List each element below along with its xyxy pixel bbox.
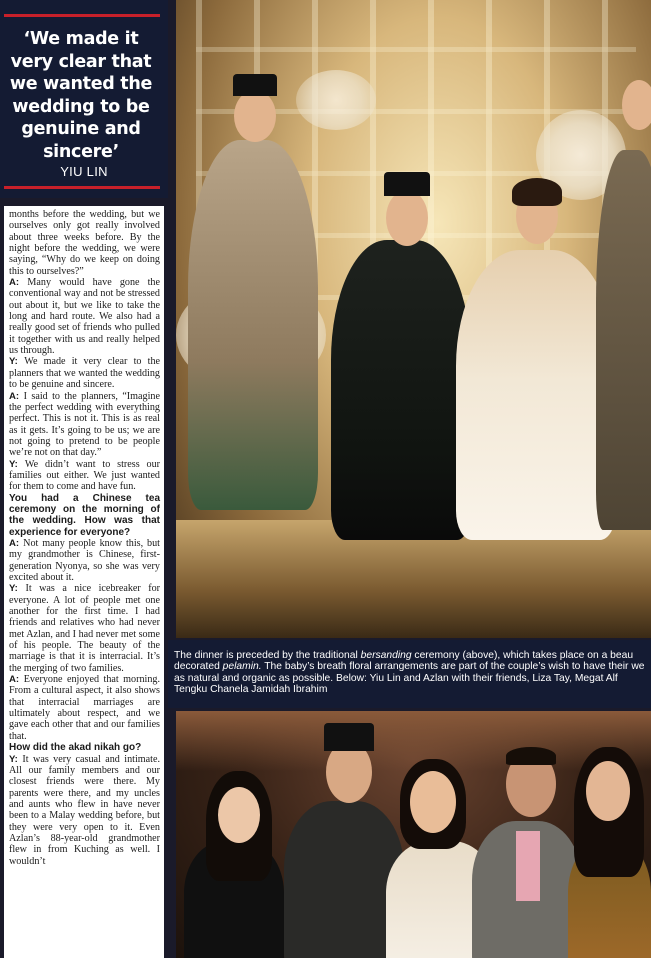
- hanging-flowers: [296, 70, 376, 130]
- speaker-label: Y:: [9, 356, 25, 368]
- pull-quote-panel: [0, 0, 168, 198]
- groom-songkok: [384, 172, 430, 196]
- caption-text: Tengku Chanela Jamidah Ibrahim: [174, 684, 328, 696]
- body-paragraph: [9, 459, 160, 493]
- speaker-label: Y:: [9, 458, 25, 470]
- body-paragraph: [9, 391, 160, 459]
- paragraph-text: How did the akad nikah go?: [9, 742, 142, 754]
- speaker-label: A:: [9, 390, 24, 402]
- speaker-label: A:: [9, 537, 24, 549]
- interview-question: [9, 742, 160, 753]
- friend-face: [218, 787, 260, 843]
- body-paragraph: [9, 538, 160, 583]
- paragraph-text: It was a nice icebreaker for everyone. A lot of people met one another for the first time. I had friends and relatives who had never met Azlan, and I had never met some of his people. The beauty of the marriage is that it is interracial. It’s the merging of two families.: [9, 583, 161, 674]
- bride-face: [410, 771, 456, 833]
- groom-figure: [331, 240, 471, 540]
- pull-quote-attribution: YIU LIN: [60, 164, 108, 179]
- paragraph-text: Everyone enjoyed that morning. From a cultural aspect, it also shows that interracial marriages are ultimately about respect, and we gave each other that and our families that.: [9, 674, 160, 742]
- body-paragraph: [9, 583, 160, 674]
- pull-quote-text: ‘We made it very clear that we wanted the wedding to be genuine and sincere’: [9, 29, 153, 162]
- paragraph-text: months before the wedding, but we ourselves only got really involved about three weeks before. By the night before the wedding, we were saying, “Why do we keep on doing this to ourselves?”: [9, 209, 160, 277]
- restaurant-ceiling: [176, 711, 651, 771]
- groom-head: [386, 190, 428, 246]
- top-red-rule: [4, 14, 160, 17]
- body-paragraph: [9, 674, 160, 742]
- groomsman-songkok: [233, 74, 277, 96]
- bridesmaid-figure: [596, 150, 651, 530]
- body-paragraph: [9, 277, 160, 356]
- friend-hair: [506, 747, 556, 765]
- paragraph-text: We made it very clear to the planners that we wanted the wedding to be genuine and sincere.: [9, 356, 160, 391]
- bridesmaid-head: [622, 80, 651, 130]
- speaker-label: A:: [9, 674, 24, 686]
- article-body-text: [4, 206, 164, 867]
- caption-text: decorated: [174, 661, 223, 673]
- bottom-red-rule: [4, 186, 160, 189]
- caption-text: as natural and organic as possible. Below: Yiu Lin and Azlan with their friends, Liza Tay, Megat Alf: [174, 672, 618, 684]
- paragraph-text: You had a Chinese tea ceremony on the morning of the wedding. How was that experience for everyone?: [9, 492, 160, 538]
- ceremony-photo: [176, 0, 651, 638]
- groomsman-figure: [188, 140, 318, 510]
- caption-text: ceremony (above), which takes place on a beau: [411, 650, 634, 661]
- paragraph-text: Not many people know this, but my grandmother is Chinese, first-generation Nyonya, so she was very excited about it.: [9, 537, 160, 583]
- groom-songkok: [324, 723, 374, 751]
- friend-face: [586, 761, 630, 821]
- body-paragraph: [9, 209, 160, 277]
- speaker-label: Y:: [9, 753, 23, 765]
- paragraph-text: Many would have gone the conventional way and not be stressed out about it, but we like to take the long and hard route. We also had a really good set of friends who pulled it together with us and really helped us through.: [9, 277, 160, 357]
- paragraph-text: We didn’t want to stress our families out either. We just wanted for them to come and have fun.: [9, 458, 161, 493]
- speaker-label: Y:: [9, 583, 26, 595]
- friend-shirt: [516, 831, 540, 901]
- body-paragraph: [9, 356, 160, 390]
- interview-question: [9, 493, 160, 538]
- body-paragraph: [9, 754, 160, 867]
- groomsman-head: [234, 90, 276, 142]
- group-photo: [176, 711, 651, 958]
- paragraph-text: I said to the planners, “Imagine the perfect wedding with everything perfect. This is not it. This is as real as it gets. It’s going to be us; we are not going to pretend to be people we’re not on that day.”: [9, 390, 160, 459]
- caption-italic-term: bersanding: [360, 650, 412, 661]
- photo-caption: [168, 640, 651, 708]
- caption-text: The baby’s breath floral arrangements are part of the couple’s wish to have their we: [261, 661, 645, 673]
- caption-text: The dinner is preceded by the traditional: [174, 650, 361, 661]
- article-body-column: [4, 206, 164, 958]
- caption-italic-term: pelamin.: [222, 661, 262, 673]
- paragraph-text: It was very casual and intimate. All our family members and our closest friends were there. My parents were there, and my uncles and aunts who flew in have never been to a Malay wedding before, but they were very open to it. Even Azlan’s 88-year-old grandmother flew in from Kuching as well. I wouldn’t: [9, 753, 160, 867]
- bride-figure: [456, 250, 616, 540]
- speaker-label: A:: [9, 277, 28, 289]
- bride-hair: [512, 178, 562, 206]
